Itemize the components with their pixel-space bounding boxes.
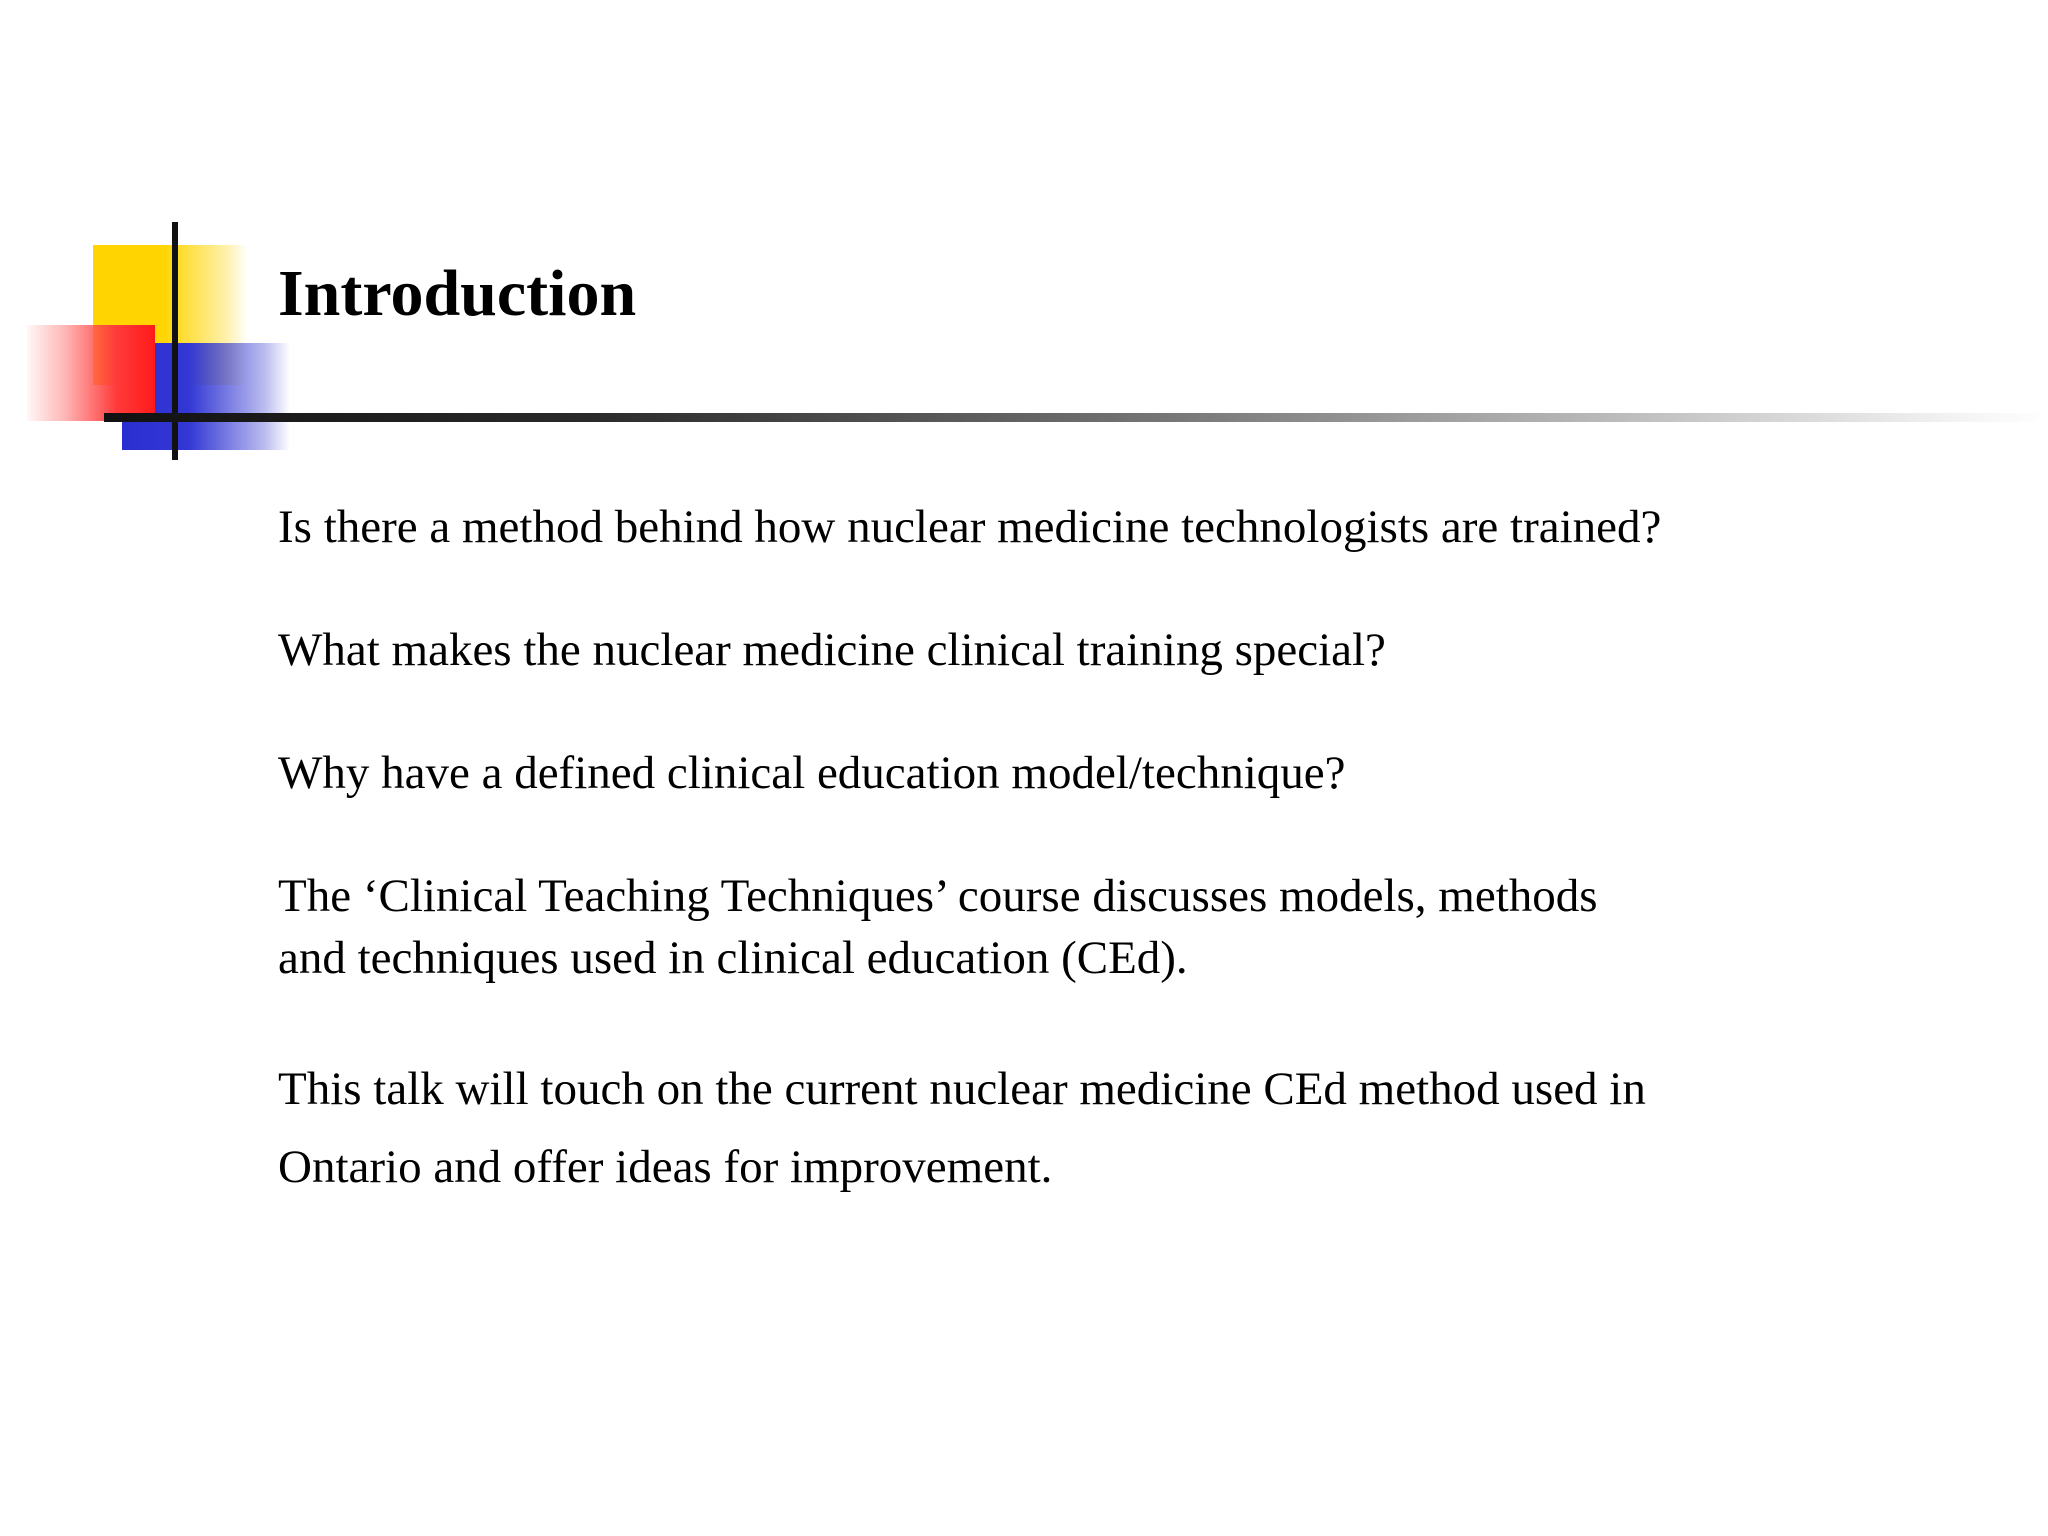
paragraph-line: Is there a method behind how nuclear medicine technologists are trained? — [278, 501, 1662, 553]
vertical-rule — [172, 222, 178, 460]
paragraph-2 — [278, 619, 1386, 681]
paragraph-line: What makes the nuclear medicine clinical training special? — [278, 624, 1386, 676]
paragraph-4 — [278, 865, 1598, 989]
paragraph-line: This talk will touch on the current nuclear medicine CEd method used in — [278, 1063, 1646, 1115]
paragraph-5 — [278, 1050, 1646, 1206]
red-square-decoration — [27, 325, 155, 421]
paragraph-line: and techniques used in clinical education (CEd). — [278, 932, 1188, 984]
paragraph-3 — [278, 742, 1345, 804]
slide-title: Introduction — [278, 257, 637, 330]
paragraph-line: Why have a defined clinical education model/technique? — [278, 747, 1346, 799]
paragraph-1 — [278, 496, 1661, 558]
paragraph-line: Ontario and offer ideas for improvement. — [278, 1141, 1053, 1193]
paragraph-line: The ‘Clinical Teaching Techniques’ course discusses models, methods — [278, 870, 1598, 922]
title-underline-rule — [104, 413, 2048, 422]
